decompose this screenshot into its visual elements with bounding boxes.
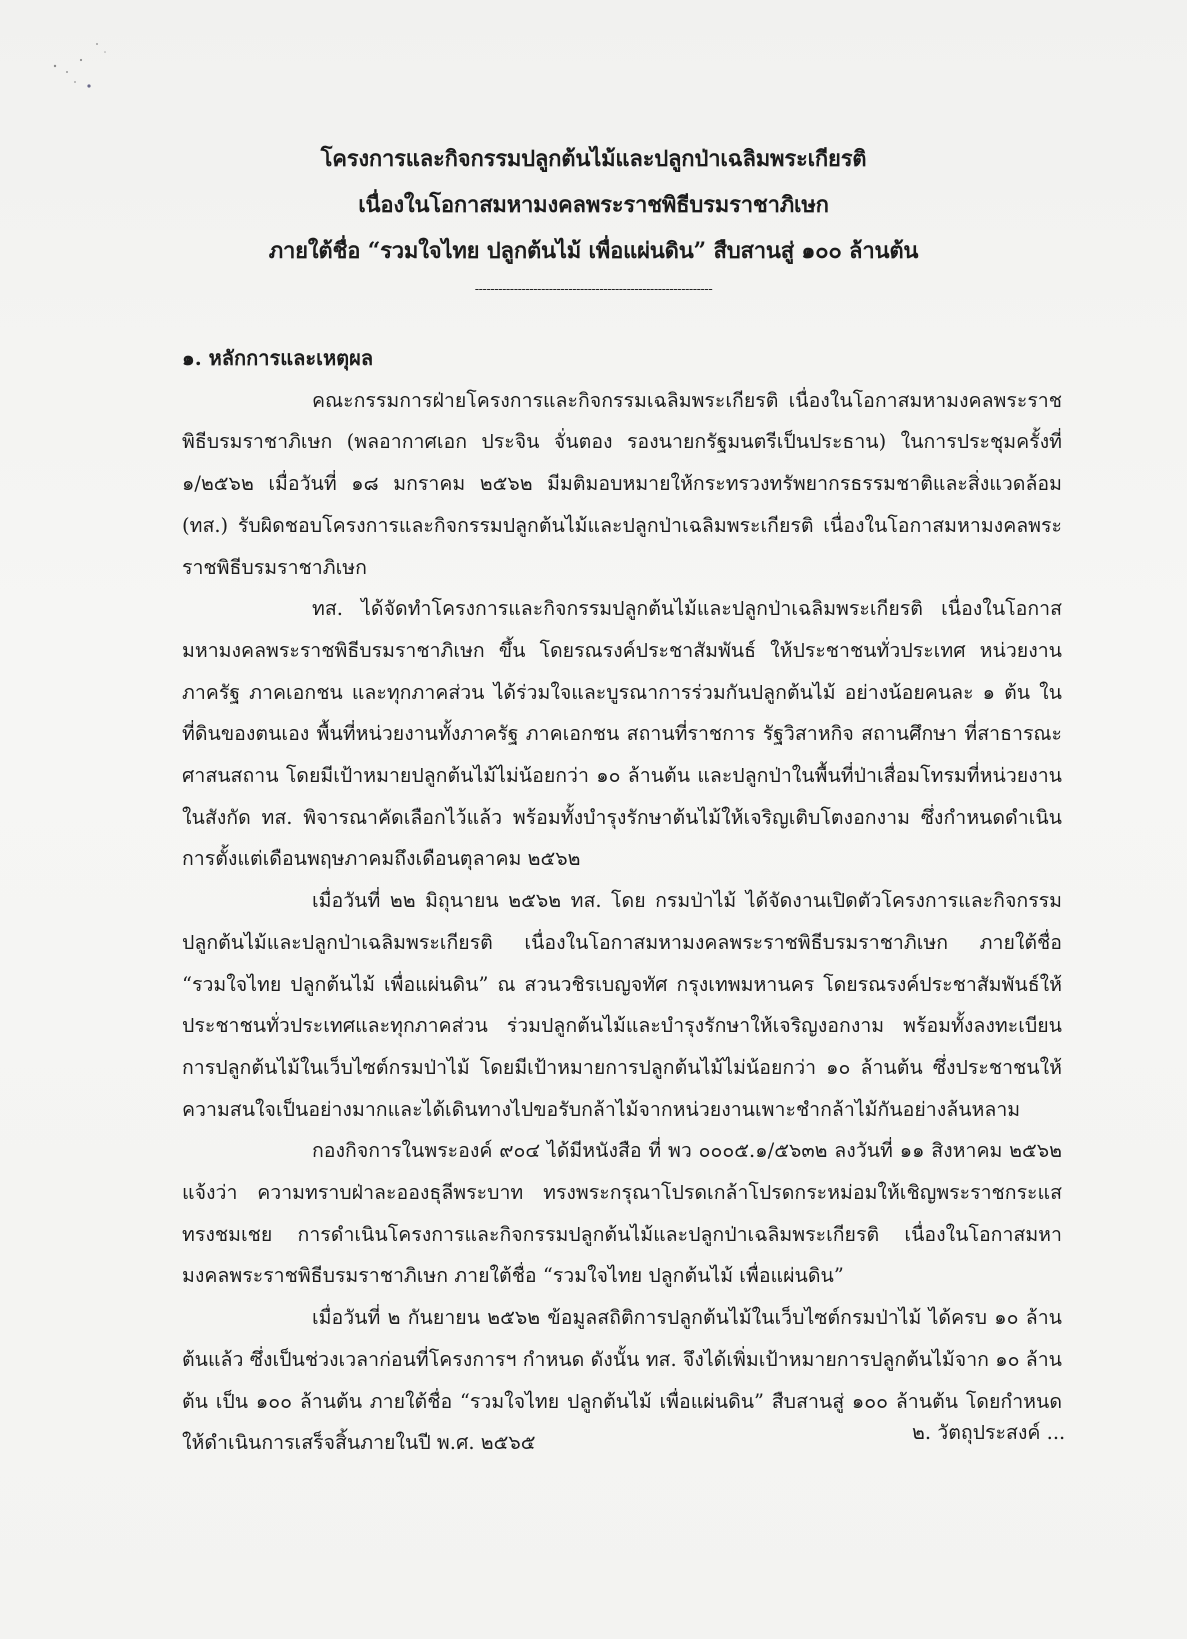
paragraph-1: คณะกรรมการฝ่ายโครงการและกิจกรรมเฉลิมพระเกียรติ เนื่องในโอกาสมหามงคลพระราชพิธีบรมราชาภิเษก (พลอากาศเอก ประจิน จั่นตอง รองนายกรัฐมนตรีเป็นประธาน) ในการประชุมครั้งที่ ๑/๒๕๖๒ เมื่อวันที่ ๑๘ มกราคม ๒๕๖๒ มีมติมอบหมายให้กระทรวงทรัพยากรธรรมชาติและสิ่งแวดล้อม (ทส.) รับผิดชอบโครงการและกิจกรรมปลูกต้นไม้และปลูกป่าเฉลิมพระเกียรติ เนื่องในโอกาสมหามงคลพระราชพิธีบรมราชาภิเษก — [182, 388, 1062, 579]
paragraph-2: ทส. ได้จัดทำโครงการและกิจกรรมปลูกต้นไม้และปลูกป่าเฉลิมพระเกียรติ เนื่องในโอกาสมหามงคลพระราชพิธีบรมราชาภิเษก ขึ้น โดยรณรงค์ประชาสัมพันธ์ ให้ประชาชนทั่วประเทศ หน่วยงานภาครัฐ ภาคเอกชน และทุกภาคส่วน ได้ร่วมใจและบูรณาการร่วมกันปลูกต้นไม้ อย่างน้อยคนละ ๑ ต้น ในที่ดินของตนเอง พื้นที่หน่วยงานทั้งภาครัฐ ภาคเอกชน สถานที่ราชการ รัฐวิสาหกิจ สถานศึกษา ที่สาธารณะ ศาสนสถาน โดยมีเป้าหมายปลูกต้นไม้ไม่น้อยกว่า ๑๐ ล้านต้น และปลูกป่าในพื้นที่ป่าเสื่อมโทรมที่หน่วยงานในสังกัด ทส. พิจารณาคัดเลือกไว้แล้ว พร้อมทั้งบำรุงรักษาต้นไม้ให้เจริญเติบโตงอกงาม ซึ่งกำหนดดำเนินการตั้งแต่เดือนพฤษภาคมถึงเดือนตุลาคม ๒๕๖๒ — [182, 597, 1062, 871]
document-body — [182, 338, 1062, 1464]
title-line-1: โครงการและกิจกรรมปลูกต้นไม้และปลูกป่าเฉลิมพระเกียรติ — [320, 146, 867, 172]
document-title — [0, 136, 1187, 300]
scan-speckles — [45, 30, 125, 110]
next-page-marker: ๒. วัตถุประสงค์ ... — [912, 1421, 1066, 1444]
paragraph-4: กองกิจการในพระองค์ ๙๐๔ ได้มีหนังสือ ที่ พว ๐๐๐๕.๑/๕๖๓๒ ลงวันที่ ๑๑ สิงหาคม ๒๕๖๒ แจ้งว่า ความทราบฝ่าละอองธุลีพระบาท ทรงพระกรุณาโปรดเกล้าโปรดกระหม่อมให้เชิญพระราชกระแสทรงชมเชย การดำเนินโครงการและกิจกรรมปลูกต้นไม้และปลูกป่าเฉลิมพระเกียรติ เนื่องในโอกาสมหามงคลพระราชพิธีบรมราชาภิเษก ภายใต้ชื่อ “รวมใจไทย ปลูกต้นไม้ เพื่อแผ่นดิน” — [182, 1139, 1062, 1288]
title-divider: ------------------------------------------------------------- — [474, 282, 713, 297]
title-line-2: เนื่องในโอกาสมหามงคลพระราชพิธีบรมราชาภิเษก — [358, 192, 829, 218]
title-line-3: ภายใต้ชื่อ “รวมใจไทย ปลูกต้นไม้ เพื่อแผ่นดิน” สืบสานสู่ ๑๐๐ ล้านต้น — [268, 238, 919, 264]
paragraph-3: เมื่อวันที่ ๒๒ มิถุนายน ๒๕๖๒ ทส. โดย กรมป่าไม้ ได้จัดงานเปิดตัวโครงการและกิจกรรมปลูกต้นไม้และปลูกป่าเฉลิมพระเกียรติ เนื่องในโอกาสมหามงคลพระราชพิธีบรมราชาภิเษก ภายใต้ชื่อ “รวมใจไทย ปลูกต้นไม้ เพื่อแผ่นดิน” ณ สวนวชิรเบญจทัศ กรุงเทพมหานคร โดยรณรงค์ประชาสัมพันธ์ให้ประชาชนทั่วประเทศและทุกภาคส่วน ร่วมปลูกต้นไม้และบำรุงรักษาให้เจริญงอกงาม พร้อมทั้งลงทะเบียนการปลูกต้นไม้ในเว็บไซต์กรมป่าไม้ โดยมีเป้าหมายการปลูกต้นไม้ไม่น้อยกว่า ๑๐ ล้านต้น ซึ่งประชาชนให้ความสนใจเป็นอย่างมากและได้เดินทางไปขอรับกล้าไม้จากหน่วยงานเพาะชำกล้าไม้กันอย่างล้นหลาม — [182, 889, 1062, 1121]
paragraph-5: เมื่อวันที่ ๒ กันยายน ๒๕๖๒ ข้อมูลสถิติการปลูกต้นไม้ในเว็บไซต์กรมป่าไม้ ได้ครบ ๑๐ ล้านต้นแล้ว ซึ่งเป็นช่วงเวลาก่อนที่โครงการฯ กำหนด ดังนั้น ทส. จึงได้เพิ่มเป้าหมายการปลูกต้นไม้จาก ๑๐ ล้านต้น เป็น ๑๐๐ ล้านต้น ภายใต้ชื่อ “รวมใจไทย ปลูกต้นไม้ เพื่อแผ่นดิน” สืบสานสู่ ๑๐๐ ล้านต้น โดยกำหนดให้ดำเนินการเสร็จสิ้นภายในปี พ.ศ. ๒๕๖๕ — [182, 1306, 1062, 1455]
section-heading: ๑. หลักการและเหตุผล — [182, 346, 374, 370]
